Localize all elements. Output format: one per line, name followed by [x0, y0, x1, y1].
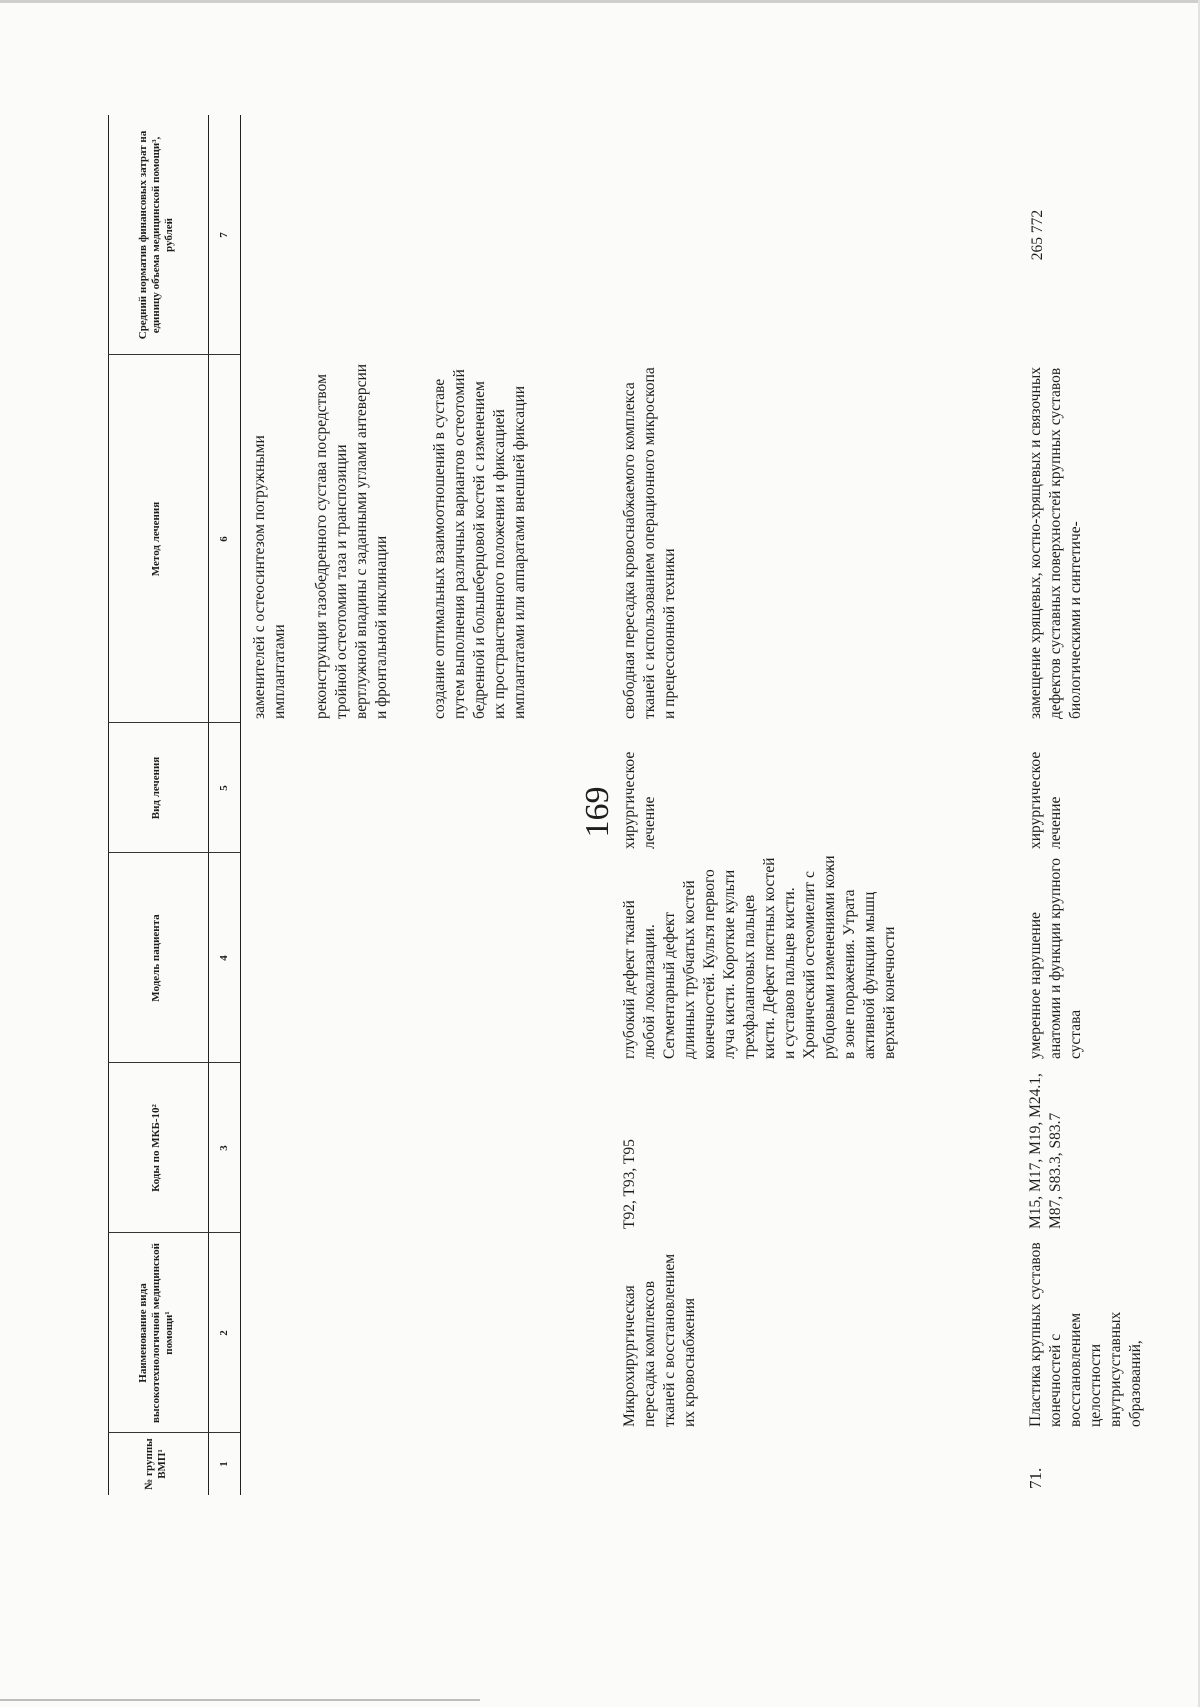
col-number-3: 3	[218, 1145, 230, 1151]
col-number-4: 4	[218, 955, 230, 961]
microsurgery-treatment-type: хирургическое лечение	[621, 751, 658, 849]
header-group-number: № группы ВМП¹	[143, 1438, 168, 1490]
group-71-cost: 265 772	[1029, 209, 1046, 261]
col-number-1: 1	[218, 1461, 230, 1467]
microsurgery-treatment-method: свободная пересадка кровоснабжаемого комплекса тканей с использованием операционного микроскопа и прецессионной техники	[621, 367, 678, 719]
header-icd-codes: Коды по МКБ-10²	[149, 1104, 162, 1192]
group-71-number: 71.	[1026, 1467, 1045, 1489]
continuation-method-1: заменителей с остеосинтезом погружными имплантатами	[251, 435, 288, 719]
group-71-treatment-method: замещение хрящевых, костно-хрящевых и связочных дефектов суставных поверхностей крупных суставов биологическими и синтетиче-	[1027, 367, 1084, 719]
col-number-6: 6	[218, 536, 230, 542]
col-number-5: 5	[218, 785, 230, 791]
header-treatment-type: Вид лечения	[149, 756, 162, 820]
scan-edge-top	[0, 0, 1200, 3]
group-71-treatment-type: хирургическое лечение	[1027, 751, 1064, 849]
header-bottom-rule	[208, 115, 209, 1495]
microsurgery-vmp-name: Микрохирургическая пересадка комплексов тканей с восстановлением их кровоснабжения	[621, 1253, 698, 1427]
header-patient-model: Модель пациента	[149, 914, 162, 1002]
header-treatment-method: Метод лечения	[149, 501, 162, 577]
group-71-vmp-name: Пластика крупных суставов конечностей с восстановлением целостности внутрисуставных образований,	[1027, 1242, 1144, 1427]
number-row-bottom-rule	[240, 115, 241, 1495]
group-71-patient-model: умеренное нарушение анатомии и функции крупного сустава	[1027, 857, 1084, 1059]
header-vmp-name: Наименование вида высокотехнологичной медицинской помощи¹	[136, 1243, 175, 1423]
microsurgery-patient-model: глубокий дефект тканей любой локализации. Сегментарный дефект длинных трубчатых костей конечностей. Культя первого луча кисти. Короткие культи трехфаланговых пальцев кисти. Дефект пястных костей и суставов пальцев кисти. Хронический остеомиелит с рубцовыми изменениями кожи в зоне поражения. Утрата активной функции мышц верхней конечности	[621, 855, 898, 1059]
rotated-table	[108, 115, 1144, 1495]
col-number-7: 7	[218, 232, 230, 238]
scan-edge-bottom	[0, 1699, 480, 1701]
continuation-method-3: создание оптимальных взаимоотношений в суставе путем выполнения различных вариантов остеотомий бедренной и большеберцовой костей с изменением их пространственного положения и фиксацией имплантатами или аппаратами внешней фиксации	[431, 369, 528, 719]
continuation-method-2: реконструкция тазобедренного сустава посредством тройной остеотомии таза и транспозиции вертлужной впадины с заданными углами антеверсии и фронтальной инклинации	[313, 363, 390, 719]
microsurgery-icd-codes: T92, T93, T95	[621, 1139, 638, 1229]
header-cost-norm: Средний норматив финансовых затрат на единицу объема медицинской помощи³, рублей	[136, 130, 175, 340]
group-71-icd-codes: M15, M17, M19, M24.1, M87, S83.3, S83.7	[1027, 1073, 1064, 1229]
page-number: 169	[579, 786, 616, 838]
col-number-2: 2	[218, 1330, 230, 1336]
